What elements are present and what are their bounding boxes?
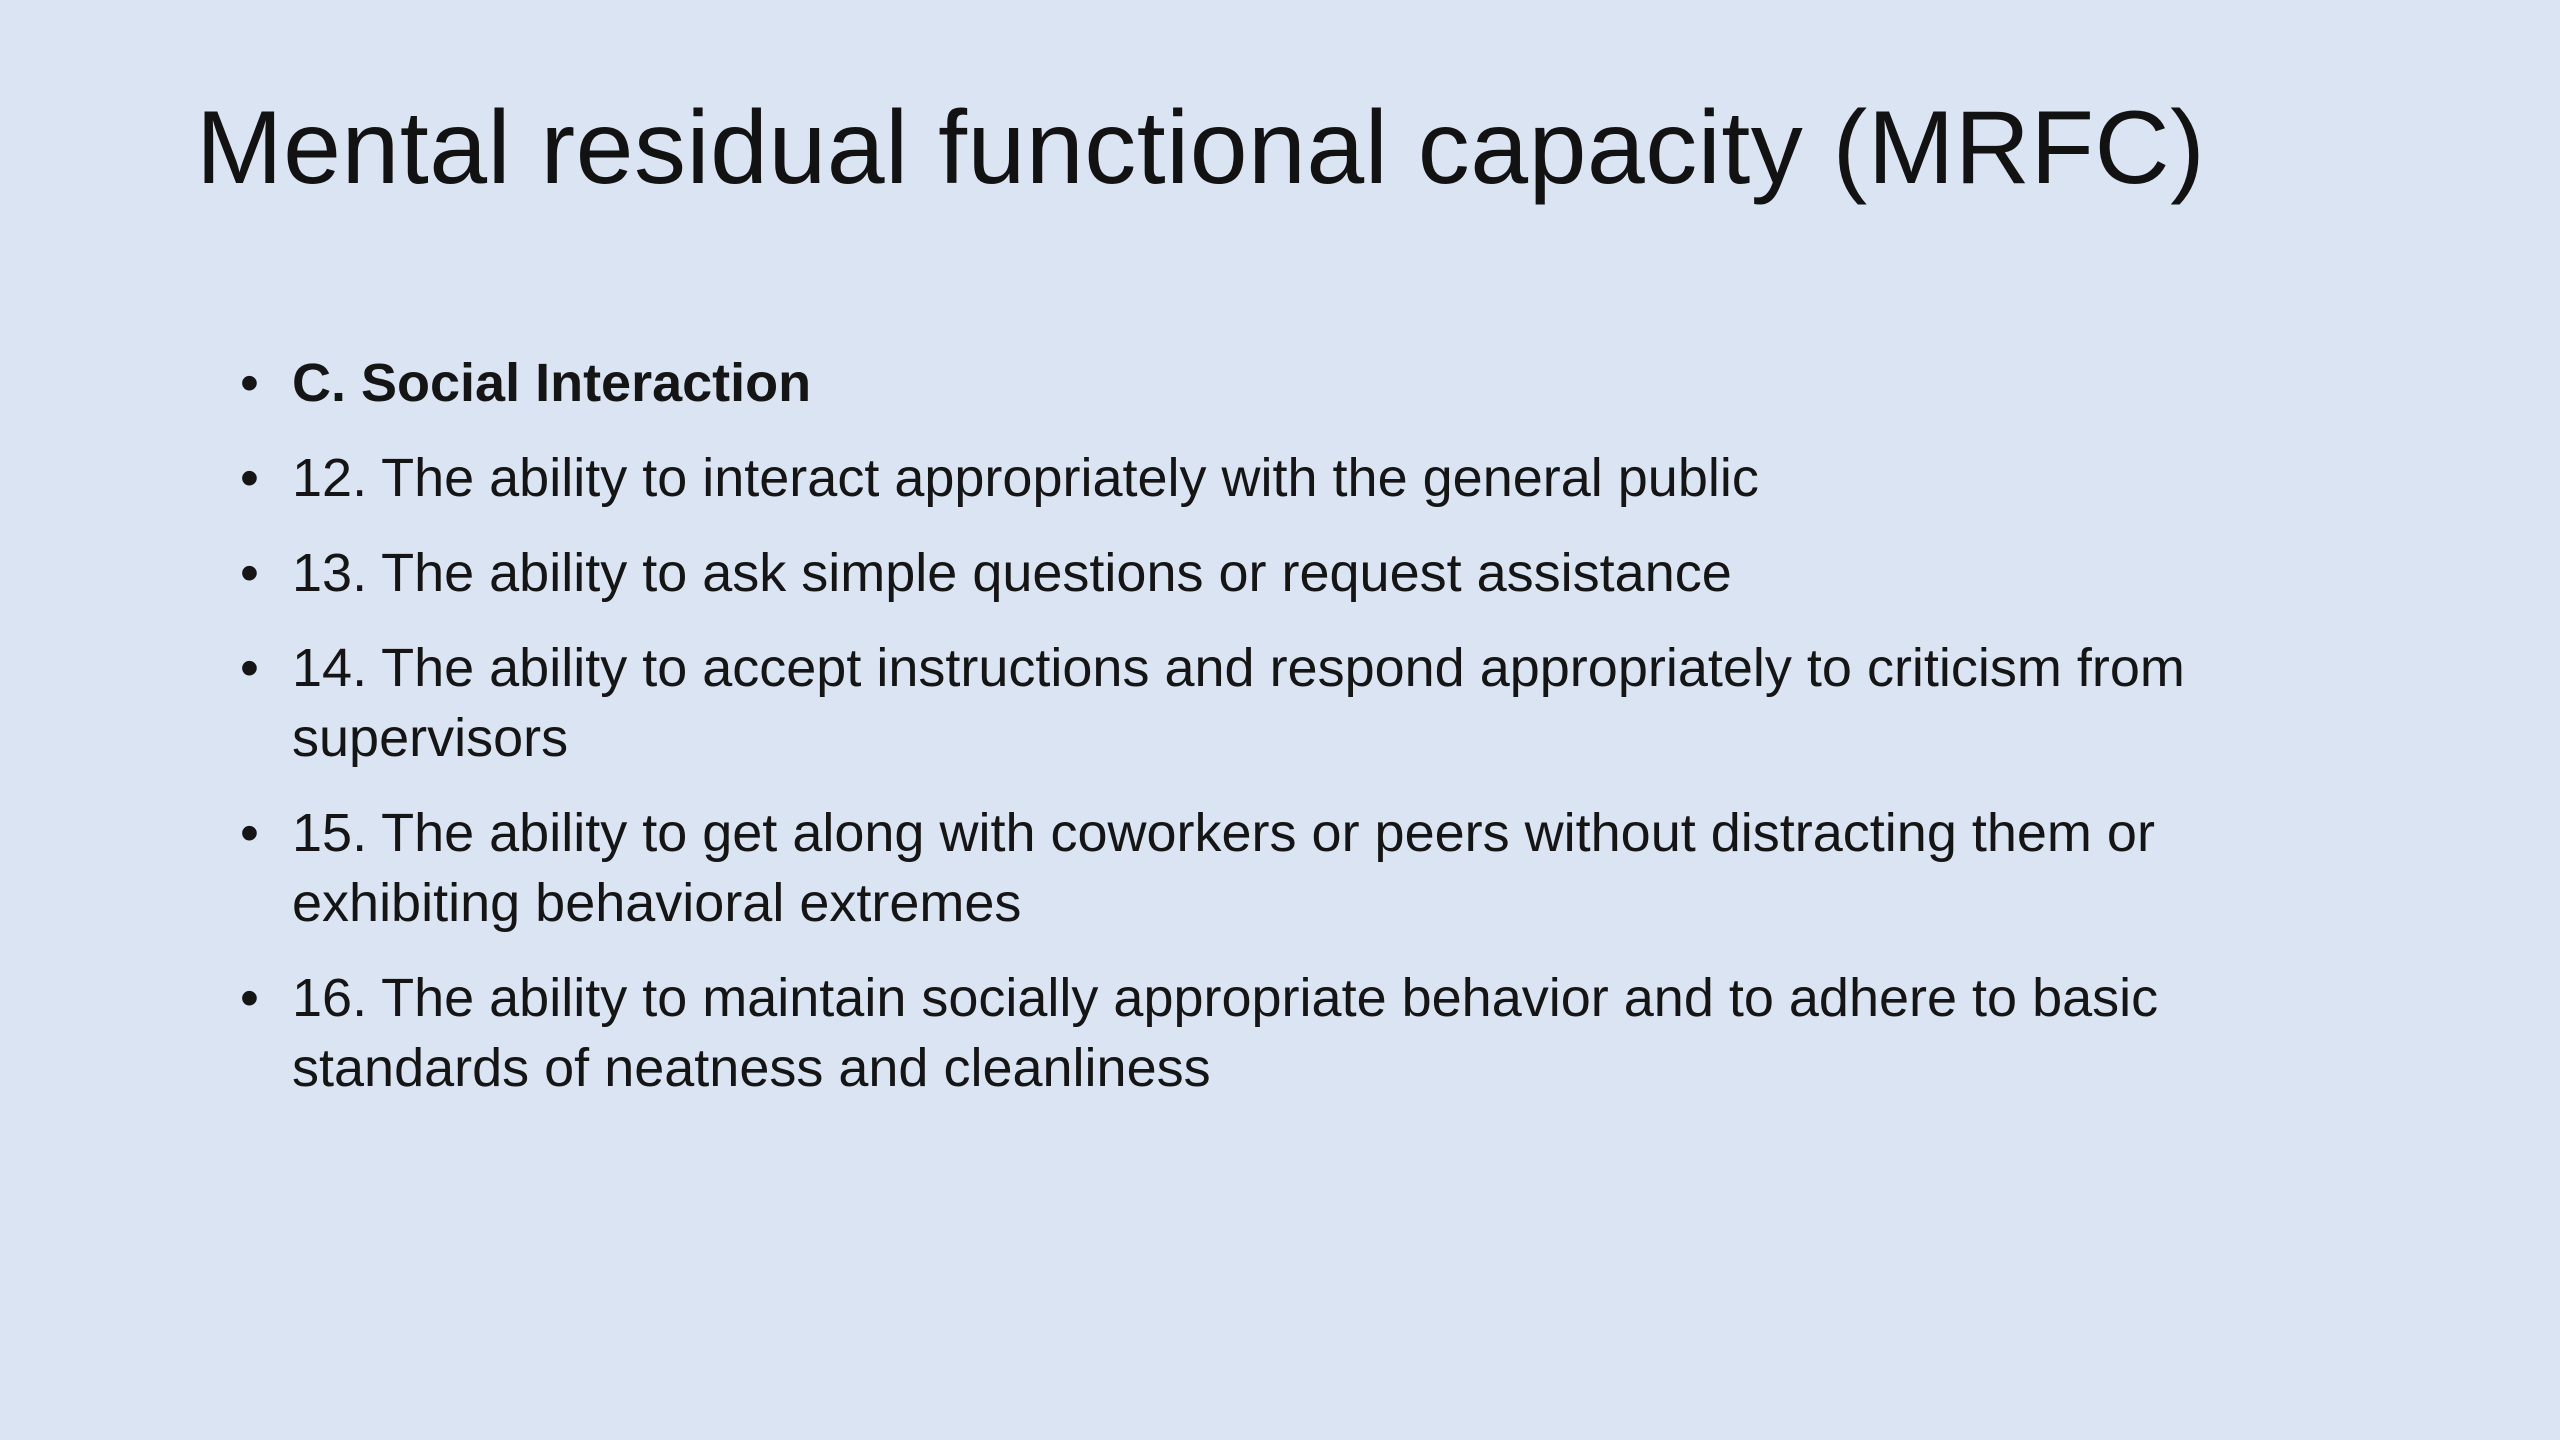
bullet-item-15 [240,798,2340,938]
bullet-icon: • [240,543,259,603]
bullet-text: 13. The ability to ask simple questions or request assistance [292,543,1732,603]
bullet-icon: • [240,968,259,1028]
bullet-item-14 [240,633,2340,773]
bullet-text: 12. The ability to interact appropriately with the general public [292,448,1759,508]
bullet-text: C. Social Interaction [292,353,812,413]
bullet-item-section-heading [240,348,2340,418]
bullet-item-12 [240,443,2340,513]
bullet-icon: • [240,448,259,508]
slide-title: Mental residual functional capacity (MRFC) [196,90,2206,206]
bullet-item-16 [240,963,2340,1103]
bullet-text: 15. The ability to get along with coworkers or peers without distracting them or exhibiting behavioral extremes [292,803,2155,933]
bullet-text: 16. The ability to maintain socially appropriate behavior and to adhere to basic standards of neatness and cleanliness [292,968,2159,1098]
bullet-item-13 [240,538,2340,608]
bullet-list [240,348,2340,1128]
bullet-text: 14. The ability to accept instructions and respond appropriately to criticism from supervisors [292,638,2185,768]
bullet-icon: • [240,803,259,863]
bullet-icon: • [240,353,259,413]
bullet-icon: • [240,638,259,698]
